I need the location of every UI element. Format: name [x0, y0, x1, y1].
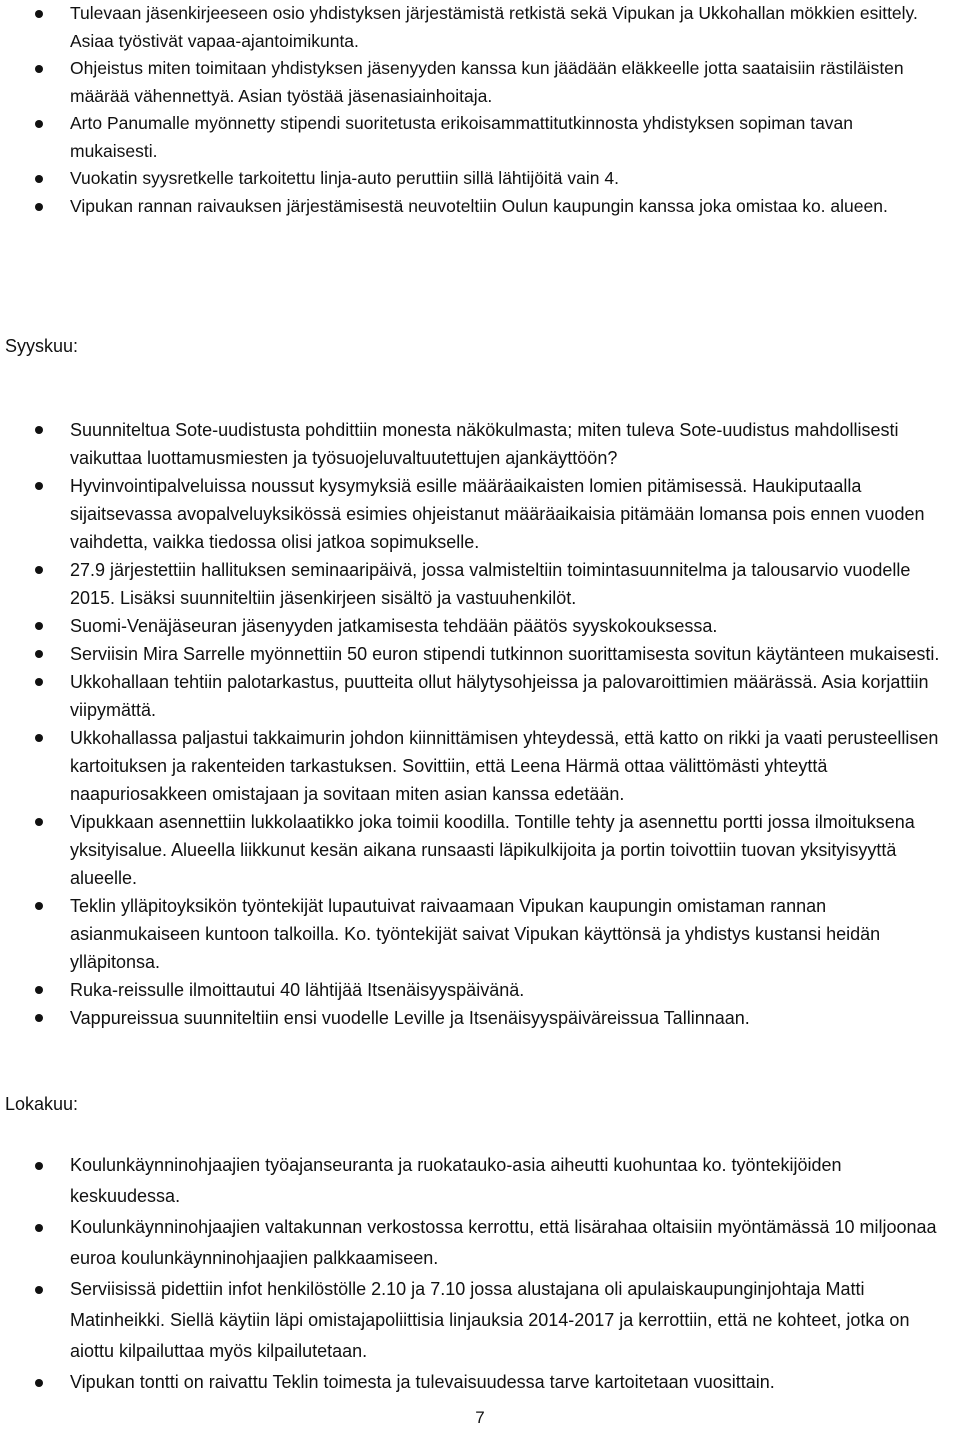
- list-item: [0, 1212, 960, 1274]
- section-heading-syyskuu: Syyskuu:: [5, 336, 79, 356]
- top-bullet-list: [0, 0, 960, 220]
- bullet-icon: [35, 482, 43, 490]
- list-item: [0, 416, 960, 472]
- bullet-icon: [35, 650, 43, 658]
- list-item: [0, 892, 960, 976]
- bullet-icon: [35, 818, 43, 826]
- list-item-text: Vappureissua suunniteltiin ensi vuodelle Leville ja Itsenäisyyspäiväreissua Tallinnaan.: [70, 1008, 750, 1028]
- bullet-icon: [35, 1224, 43, 1232]
- list-item-text: Vuokatin syysretkelle tarkoitettu linja-auto peruttiin sillä lähtijöitä vain 4.: [70, 168, 619, 188]
- list-item-text: Vipukan tontti on raivattu Teklin toimesta ja tulevaisuudessa tarve kartoitetaan vuosittain.: [70, 1372, 775, 1392]
- list-item-text: Koulunkäynninohjaajien työajanseuranta ja ruokatauko-asia aiheutti kuohuntaa ko. työntekijöiden keskuudessa.: [70, 1155, 842, 1206]
- list-item: [0, 808, 960, 892]
- bullet-icon: [35, 65, 43, 73]
- bullet-icon: [35, 426, 43, 434]
- list-item: [0, 976, 960, 1004]
- list-item-text: Suomi-Venäjäseuran jäsenyyden jatkamisesta tehdään päätös syyskokouksessa.: [70, 616, 718, 636]
- list-item-text: Ukkohallaan tehtiin palotarkastus, puutteita ollut hälytysohjeissa ja palovaroittimien määrässä. Asia korjattiin viipymättä.: [70, 672, 929, 720]
- list-item-text: Serviisin Mira Sarrelle myönnettiin 50 euron stipendi tutkinnon suorittamisesta sovitun käytänteen mukaisesti.: [70, 644, 940, 664]
- lokakuu-bullet-list: [0, 1150, 960, 1398]
- list-item: [0, 1004, 960, 1032]
- list-item: [0, 724, 960, 808]
- bullet-icon: [35, 622, 43, 630]
- section-heading-lokakuu: Lokakuu:: [5, 1094, 79, 1114]
- list-item: [0, 1150, 960, 1212]
- bullet-icon: [35, 175, 43, 183]
- list-item: [0, 0, 960, 55]
- list-item: [0, 1367, 960, 1398]
- list-item: [0, 668, 960, 724]
- list-item: [0, 193, 960, 221]
- bullet-icon: [35, 1286, 43, 1294]
- list-item: [0, 640, 960, 668]
- list-item: [0, 472, 960, 556]
- bullet-icon: [35, 203, 43, 211]
- list-item-text: Ohjeistus miten toimitaan yhdistyksen jäsenyyden kanssa kun jäädään eläkkeelle jotta saataisiin rästiläisten määrää vähennettyä. Asian työstää jäsenasiainhoitaja.: [70, 58, 904, 106]
- list-item-text: Tulevaan jäsenkirjeeseen osio yhdistyksen järjestämistä retkistä sekä Vipukan ja Ukkohallan mökkien esittely. Asiaa työstivät vapaa-ajantoimikunta.: [70, 3, 918, 51]
- list-item-text: Suunniteltua Sote-uudistusta pohdittiin monesta näkökulmasta; miten tuleva Sote-uudistus mahdollisesti vaikuttaa luottamusmiesten ja työsuojeluvaltuutettujen ajankäyttöön?: [70, 420, 899, 468]
- list-item: [0, 165, 960, 193]
- bullet-icon: [35, 10, 43, 18]
- bullet-icon: [35, 902, 43, 910]
- list-item: [0, 556, 960, 612]
- list-item-text: Vipukan rannan raivauksen järjestämisestä neuvoteltiin Oulun kaupungin kanssa joka omistaa ko. alueen.: [70, 195, 888, 216]
- list-item-text: Teklin ylläpitoyksikön työntekijät lupautuivat raivaamaan Vipukan kaupungin omistaman rannan asianmukaiseen kuntoon talkoilla. Ko. työntekijät saivat Vipukan käyttönsä ja yhdistys kustansi heidän ylläpitonsa.: [70, 896, 881, 972]
- list-item: [0, 1274, 960, 1367]
- bullet-icon: [35, 1379, 43, 1387]
- bullet-icon: [35, 1162, 43, 1170]
- list-item-text: Koulunkäynninohjaajien valtakunnan verkostossa kerrottu, että lisärahaa oltaisiin myöntämässä 10 miljoonaa euroa koulunkäynninohjaajien palkkaamiseen.: [70, 1217, 937, 1268]
- list-item-text: Serviisissä pidettiin infot henkilöstölle 2.10 ja 7.10 jossa alustajana oli apulaiskaupunginjohtaja Matti Matinheikki. Siellä käytiin läpi omistajapoliittisia linjauksia 2014-2017 ja kerrottiin, että ne kohteet, jotka on aiottu kilpailuttaa myös kilpailutetaan.: [70, 1279, 910, 1361]
- bullet-icon: [35, 120, 43, 128]
- bullet-icon: [35, 678, 43, 686]
- list-item-text: Arto Panumalle myönnetty stipendi suoritetusta erikoisammattitutkinnosta yhdistyksen sopiman tavan mukaisesti.: [70, 113, 854, 161]
- bullet-icon: [35, 986, 43, 994]
- bullet-icon: [35, 1014, 43, 1022]
- bullet-icon: [35, 734, 43, 742]
- list-item-text: Hyvinvointipalveluissa noussut kysymyksiä esille määräaikaisten lomien pitämisessä. Haukiputaalla sijaitsevassa avopalveluyksikössä esimies ohjeistanut määräaikaisia pitämään lomansa pois ennen vuoden vaihdetta, vaikka tiedossa olisi jatkoa sopimukselle.: [70, 476, 925, 552]
- list-item-text: Ukkohallassa paljastui takkaimurin johdon kiinnittämisen yhteydessä, että katto on rikki ja vaati perusteellisen kartoituksen ja rakenteiden tarkastuksen. Sovittiin, että Leena Härmä ottaa välittömästi yhteyttä naapuriosakkeen omistajaan ja sovitaan miten asian kanssa edetään.: [70, 728, 939, 804]
- page-number: 7: [475, 1408, 485, 1427]
- list-item: [0, 612, 960, 640]
- list-item: [0, 55, 960, 110]
- list-item-text: 27.9 järjestettiin hallituksen seminaaripäivä, jossa valmisteltiin toimintasuunnitelma ja talousarvio vuodelle 2015. Lisäksi suunniteltiin jäsenkirjeen sisältö ja vastuuhenkilöt.: [70, 560, 911, 608]
- bullet-icon: [35, 566, 43, 574]
- list-item: [0, 110, 960, 165]
- list-item-text: Vipukkaan asennettiin lukkolaatikko joka toimii koodilla. Tontille tehty ja asennettu portti jossa ilmoituksena yksityisalue. Alueella liikkunut kesän aikana runsaasti läpikulkijoita ja portin toivottiin tuovan yksityisyyttä alueelle.: [70, 812, 915, 888]
- syyskuu-bullet-list: [0, 416, 960, 1032]
- list-item-text: Ruka-reissulle ilmoittautui 40 lähtijää Itsenäisyyspäivänä.: [70, 980, 525, 1000]
